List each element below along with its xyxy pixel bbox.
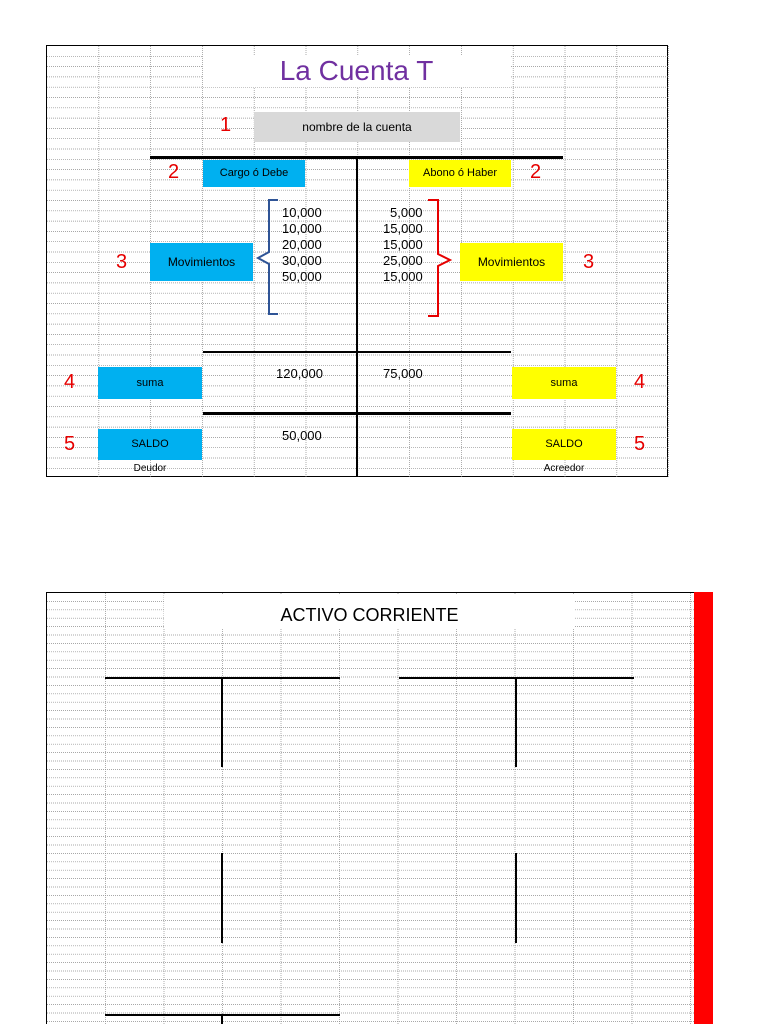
credit-movement: 15,000 — [383, 221, 423, 236]
bottom-title: ACTIVO CORRIENTE — [164, 595, 575, 629]
debit-movement: 10,000 — [282, 221, 322, 236]
debit-movement: 20,000 — [282, 237, 322, 252]
debit-header: Cargo ó Debe — [203, 160, 305, 187]
t-account-4-stem — [515, 853, 517, 943]
marker-4-credit: 4 — [634, 371, 646, 393]
debit-movement: 50,000 — [282, 269, 322, 284]
debit-movement: 30,000 — [282, 253, 322, 268]
debtor-label: Deudor — [133, 462, 167, 474]
activo-corriente-sheet — [46, 592, 694, 1024]
credit-header: Abono ó Haber — [409, 160, 511, 187]
balance-amount: 50,000 — [282, 428, 322, 443]
credit-total: 75,000 — [383, 366, 423, 381]
red-edge-bar — [694, 592, 713, 1024]
credit-sum-label: suma — [512, 367, 616, 399]
marker-5-debit: 5 — [64, 433, 76, 455]
t-account-2-stem — [515, 677, 517, 767]
t-account-3-stem — [221, 853, 223, 943]
marker-2-credit: 2 — [530, 161, 542, 183]
debit-total: 120,000 — [276, 366, 323, 381]
credit-movement: 5,000 — [390, 205, 423, 220]
debit-brace — [252, 198, 282, 318]
credit-movement: 15,000 — [383, 237, 423, 252]
marker-3-credit: 3 — [583, 251, 595, 273]
creditor-label: Acreedor — [543, 462, 585, 474]
account-name-cell: nombre de la cuenta — [254, 112, 460, 142]
debit-movement: 10,000 — [282, 205, 322, 220]
sum-line — [203, 351, 511, 353]
debit-movements-label: Movimientos — [150, 243, 253, 281]
credit-movement: 15,000 — [383, 269, 423, 284]
credit-movements-label: Movimientos — [460, 243, 563, 281]
debit-sum-label: suma — [98, 367, 202, 399]
credit-brace — [426, 198, 456, 320]
marker-4-debit: 4 — [64, 371, 76, 393]
sheet-title: La Cuenta T — [203, 55, 510, 87]
debit-balance-label: SALDO — [98, 429, 202, 460]
t-account-vertical-line — [356, 156, 358, 477]
t-account-5-stem — [221, 1014, 223, 1024]
marker-5-credit: 5 — [634, 433, 646, 455]
marker-1: 1 — [220, 114, 232, 136]
marker-3-debit: 3 — [116, 251, 128, 273]
bottom-grid-lines — [47, 593, 695, 1025]
balance-line — [203, 412, 511, 415]
marker-2-debit: 2 — [168, 161, 180, 183]
credit-balance-label: SALDO — [512, 429, 616, 460]
t-account-1-stem — [221, 677, 223, 767]
credit-movement: 25,000 — [383, 253, 423, 268]
